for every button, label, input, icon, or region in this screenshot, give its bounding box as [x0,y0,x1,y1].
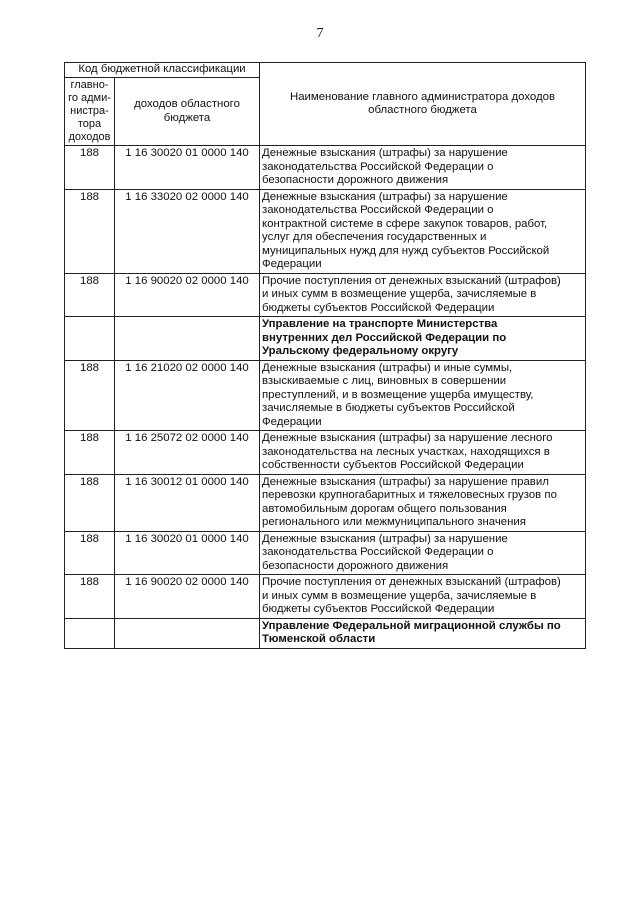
admin-name-line: Прочие поступления от денежных взысканий (штрафов) [262,576,561,588]
admin-name-line: и иных сумм в возмещение ущерба, зачисляемые в [262,589,537,602]
header-income-code: доходов областного бюджета [115,78,260,146]
table-row-section-header [65,618,586,648]
admin-code-cell: 188 [65,474,115,531]
income-code-cell [115,618,260,648]
admin-name-cell [260,146,586,190]
admin-code-cell: 188 [65,146,115,190]
admin-name-line: безопасности дорожного движения [262,174,449,186]
admin-name-line: муниципальных нужд для нужд субъектов Российской [262,244,550,257]
admin-name-line: услуг для обеспечения государственных и [262,231,487,243]
table-row [65,360,586,431]
income-code-cell: 1 16 90020 02 0000 140 [115,273,260,317]
admin-name-line: Федерации [262,258,322,270]
admin-name-line: Прочие поступления от денежных взысканий (штрафов) [262,274,561,287]
budget-classification-table [64,62,586,649]
admin-name-cell [260,531,586,575]
income-code-cell [115,317,260,361]
admin-name-line: взыскиваемые с лиц, виновных в совершении [262,375,507,387]
table-row [65,474,586,531]
admin-name-line: Денежные взыскания (штрафы) за нарушение правил [262,475,549,488]
admin-name-line: Денежные взыскания (штрафы) за нарушение [262,532,508,545]
income-code-cell: 1 16 30012 01 0000 140 [115,474,260,531]
admin-name-line: законодательства Российской Федерации о [262,546,494,558]
table-row [65,146,586,190]
admin-code-cell: 188 [65,360,115,431]
admin-name-cell [260,360,586,431]
table-row [65,575,586,619]
header-row-1 [65,63,586,78]
admin-name-line: Тюменской области [262,633,376,645]
admin-name-cell [260,575,586,619]
table-row [65,189,586,273]
admin-code-cell: 188 [65,531,115,575]
admin-name-line: внутренних дел Российской Федерации по [262,331,507,344]
admin-name-line: безопасности дорожного движения [262,559,449,572]
income-code-cell: 1 16 90020 02 0000 140 [115,575,260,619]
income-code-cell: 1 16 21020 02 0000 140 [115,360,260,431]
table-row-section-header [65,317,586,361]
admin-name-line: Управление на транспорте Министерства [262,318,498,330]
admin-name-line: Уральскому федеральному округу [262,345,459,357]
admin-name-line: Управление Федеральной миграционной службы по [262,619,561,632]
header-admin-line: главно- [70,79,109,91]
header-admin-name: Наименование главного администратора доходов областного бюджета [260,63,586,146]
admin-code-cell: 188 [65,431,115,475]
admin-name-line: и иных сумм в возмещение ущерба, зачисляемые в [262,288,537,300]
table-row [65,531,586,575]
admin-name-cell [260,317,586,361]
admin-name-line: Денежные взыскания (штрафы) и иные суммы, [262,361,513,374]
admin-code-cell: 188 [65,575,115,619]
header-admin-line: доходов [68,131,111,143]
income-code-cell: 1 16 25072 02 0000 140 [115,431,260,475]
admin-name-line: законодательства Российской Федерации о [262,204,494,216]
header-kbk: Код бюджетной классификации [65,63,260,78]
table-row [65,431,586,475]
header-admin-line: го адми- [68,92,111,104]
header-admin-line: тора [77,118,102,130]
admin-name-line: перевозки крупногабаритных и тяжеловесных грузов по [262,489,557,501]
admin-name-line: собственности субъектов Российской Федерации [262,459,524,471]
admin-name-line: законодательства на лесных участках, находящихся в [262,445,550,458]
table-body [65,146,586,649]
admin-name-cell [260,474,586,531]
admin-name-line: Денежные взыскания (штрафы) за нарушение [262,147,508,159]
admin-code-cell [65,317,115,361]
admin-code-cell: 188 [65,189,115,273]
income-code-cell: 1 16 30020 01 0000 140 [115,531,260,575]
admin-name-line: контрактной системе в сфере закупок товаров, работ, [262,217,548,230]
admin-name-cell [260,431,586,475]
admin-name-line: Федерации [262,415,322,428]
admin-name-line: бюджеты субъектов Российской Федерации [262,301,495,314]
admin-name-cell [260,273,586,317]
admin-name-cell [260,618,586,648]
page-number: 7 [316,26,324,41]
admin-name-line: законодательства Российской Федерации о [262,160,494,173]
admin-name-cell [260,189,586,273]
admin-name-line: бюджеты субъектов Российской Федерации [262,603,495,615]
admin-name-line: регионального или межмуниципального значения [262,516,526,528]
admin-code-cell: 188 [65,273,115,317]
admin-name-line: преступлений, и в возмещение ущерба имуществу, [262,388,534,401]
header-admin-line: нистра- [70,105,109,117]
admin-name-line: автомобильным дорогам общего пользования [262,502,507,515]
income-code-cell: 1 16 30020 01 0000 140 [115,146,260,190]
admin-name-line: Денежные взыскания (штрафы) за нарушение лесного [262,432,553,444]
table-row [65,273,586,317]
admin-name-line: зачисляемые в бюджеты субъектов Российской [262,402,515,414]
income-code-cell: 1 16 33020 02 0000 140 [115,189,260,273]
admin-code-cell [65,618,115,648]
admin-name-line: Денежные взыскания (штрафы) за нарушение [262,190,508,203]
header-admin-code [65,78,115,146]
